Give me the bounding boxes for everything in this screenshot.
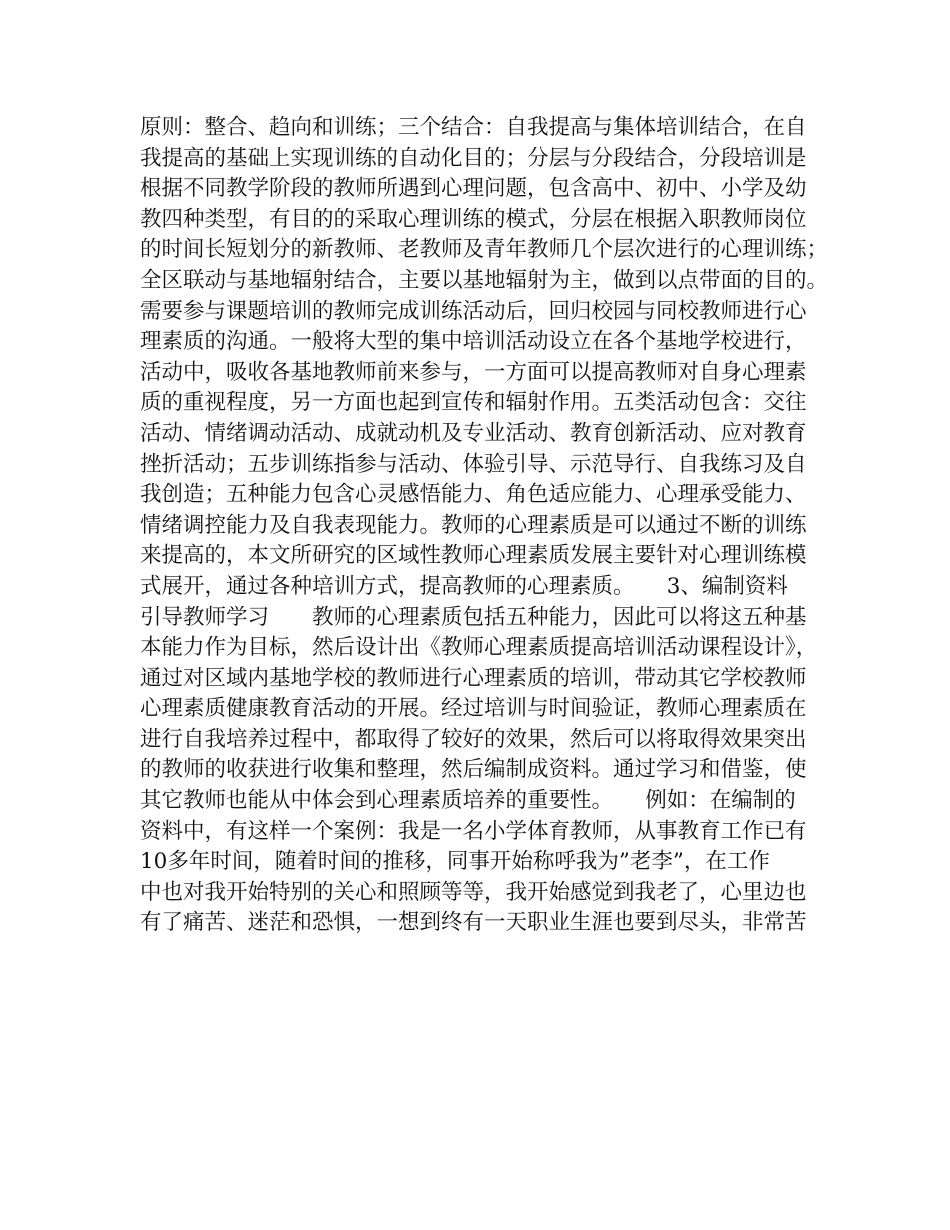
text-line: 根据不同教学阶段的教师所遇到心理问题，包含高中、初中、小学及幼 bbox=[140, 176, 807, 202]
body-text bbox=[140, 113, 830, 939]
text-line: 教四种类型，有目的的采取心理训练的模式，分层在根据入职教师岗位 bbox=[140, 206, 807, 232]
text-line: 其它教师也能从中体会到心理素质培养的重要性。 例如：在编制的 bbox=[140, 788, 796, 814]
text-line: 理素质的沟通。一般将大型的集中培训活动设立在各个基地学校进行， bbox=[140, 329, 807, 355]
text-line: 心理素质健康教育活动的开展。经过培训与时间验证，教师心理素质在 bbox=[140, 696, 807, 722]
text-line: 全区联动与基地辐射结合，主要以基地辐射为主，做到以点带面的目的。 bbox=[140, 267, 829, 293]
text-line: 情绪调控能力及自我表现能力。教师的心理素质是可以通过不断的训练 bbox=[140, 512, 807, 538]
text-line: 挫折活动；五步训练指参与活动、体验引导、示范导行、自我练习及自 bbox=[140, 451, 807, 477]
text-line: 来提高的，本文所研究的区域性教师心理素质发展主要针对心理训练模 bbox=[140, 543, 807, 569]
text-line: 活动、情绪调动活动、成就动机及专业活动、教育创新活动、应对教育 bbox=[140, 420, 807, 446]
text-line: 我提高的基础上实现训练的自动化目的；分层与分段结合，分段培训是 bbox=[140, 145, 807, 171]
text-line: 进行自我培养过程中，都取得了较好的效果，然后可以将取得效果突出 bbox=[140, 726, 807, 752]
text-line: 中也对我开始特别的关心和照顾等等，我开始感觉到我老了，心里边也 bbox=[140, 879, 807, 905]
text-line: 我创造；五种能力包含心灵感悟能力、角色适应能力、心理承受能力、 bbox=[140, 482, 807, 508]
text-line: 本能力作为目标，然后设计出《教师心理素质提高培训活动课程设计》， bbox=[140, 635, 818, 661]
text-line: 需要参与课题培训的教师完成训练活动后，回归校园与同校教师进行心 bbox=[140, 298, 807, 324]
text-line: 活动中，吸收各基地教师前来参与，一方面可以提高教师对自身心理素 bbox=[140, 359, 807, 385]
text-line: 质的重视程度，另一方面也起到宣传和辐射作用。五类活动包含：交往 bbox=[140, 390, 807, 416]
text-line: 的时间长短划分的新教师、老教师及青年教师几个层次进行的心理训练； bbox=[140, 237, 829, 263]
text-line: 原则：整合、趋向和训练；三个结合：自我提高与集体培训结合，在自 bbox=[140, 115, 807, 140]
text-line: 10多年时间，随着时间的推移，同事开始称呼我为”老李”，在工作 bbox=[140, 849, 770, 875]
text-line: 式展开，通过各种培训方式，提高教师的心理素质。 3、编制资料 bbox=[140, 573, 788, 599]
text-line: 引导教师学习 教师的心理素质包括五种能力，因此可以将这五种基 bbox=[140, 604, 807, 630]
text-line: 有了痛苦、迷茫和恐惧，一想到终有一天职业生涯也要到尽头，非常苦 bbox=[140, 910, 807, 936]
text-line: 的教师的收获进行收集和整理，然后编制成资料。通过学习和借鉴，使 bbox=[140, 757, 807, 783]
text-line: 资料中，有这样一个案例：我是一名小学体育教师，从事教育工作已有 bbox=[140, 818, 807, 844]
text-line: 通过对区域内基地学校的教师进行心理素质的培训，带动其它学校教师 bbox=[140, 665, 807, 691]
